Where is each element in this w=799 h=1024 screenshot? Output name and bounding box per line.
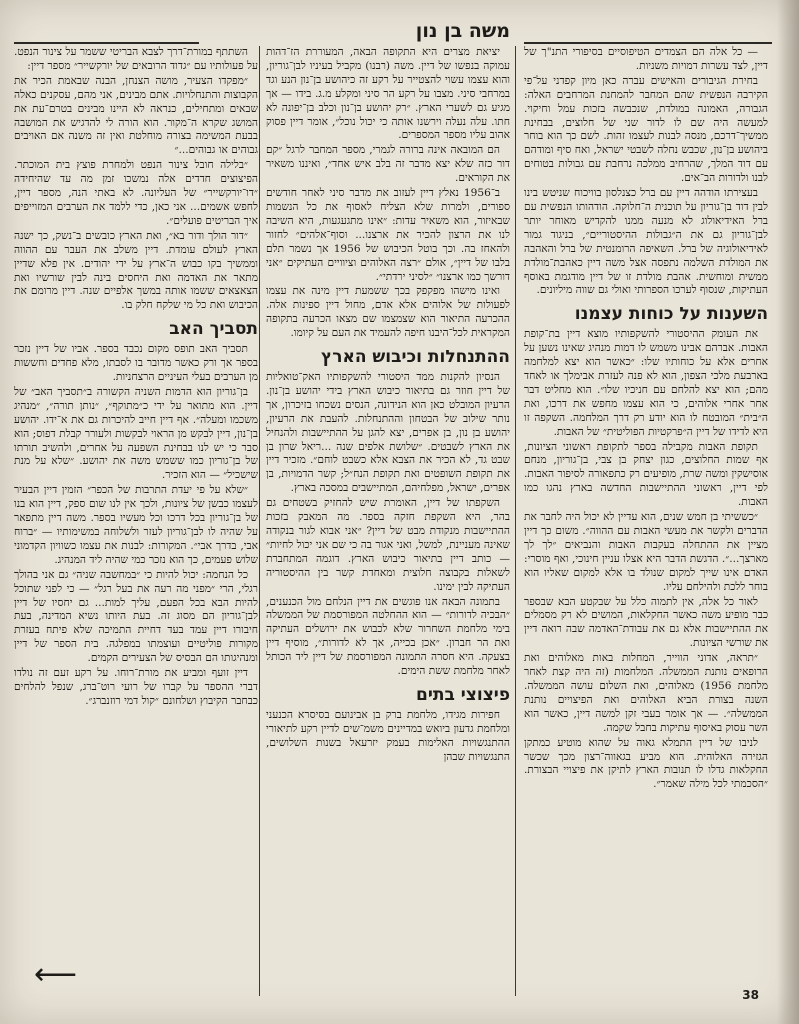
paragraph: תקופת האבות מקבילה בספר לתקופת ראשוני הציונות, אף שמות החלוצים, כגון יצחק בן צבי, בן־גוריון, מנחם אוסישקין ומשה שרת, מופיעים רק כתפאורה לסיפור האבות. לפי דיין, ראשוני ההתיישבות החדשה בארץ נהגו כמו האבות. bbox=[524, 440, 768, 509]
right-column bbox=[524, 46, 768, 1006]
top-rule-right bbox=[524, 42, 772, 44]
paragraph: השתתף במורת־דרך לצבא הבריטי ששמר על צינור הנפט. על פעולותיו עם ״גדוד הרובאים של יורקשייר״ מספר דיין: bbox=[14, 46, 258, 72]
section-heading-forces: השענות על כוחות עצמנו bbox=[574, 304, 768, 325]
section-heading-houses: פיצוצי בתים bbox=[416, 684, 510, 705]
paragraph: בעצירתו הודהה דיין עם ברל כצנלסון בוויכוח שניטש בינו לבין דוד בן־גוריון על תוכנית ה־חלוקה. הודהותו הנפשית עם ברל האידיאולוג לא מנעה ממנו להקדיש מאוחר יותר לבן־גוריון גם את ה״גבולות ההיסטוריים״, בניגוד גמור לאידיאולוגיה של ברל. השאיפה הרומנטית של ברל והאהבה את המולדת השלמה נתפסה אצל משה דיין כאהבת־מולדת ממשית ומוחשית. אהבת מולדת זו של דיין מודגמת באוסף העתיקות, שנסוף לערכו הספרותי ואולי גם שווה מיליונים. bbox=[524, 187, 768, 297]
left-column bbox=[14, 46, 258, 976]
paragraph: לניבו של דיין התמלא גאוה על שהוא מוטיע כמתקן הגזירה האלוהית. הוא מביע בגאווה־רצון מכך שכשר החקלאות גדלו לו תנובות הארץ לתיקן את פיצויי הבצורת. ״הסכמתי לכל מילה שאמר״. bbox=[524, 736, 768, 791]
paragraph: הם המובאה אינה ברורה לגמרי, מספר המחבר לרגל ״קם דור כזה שלא יצא מדבר זה בלב איש אחד״, ואיננו משאיר את הקוראים. bbox=[266, 144, 510, 185]
paragraph: את העומק ההיסטורי להשקפותיו מוצא דיין בת־קופת האבות. אברהם אבינו משמש לו דמות מנהיג שאינו נשען על אחרים אלא על כוחותיו שלו: ״כאשר הוא יצא למלחמה בארבעת מלכי הצפון, הוא לא פנה לעזרת אבימלך או לאחד מהם; הוא יצא להלחם עם חניכיו שלו״. הוא מחליט דבר אחר אחרי אלוהים, כי הוא עצמו מחפש את דרכו, ואת ה״בית״ המובטח לו הוא יודע רק דרך המלחמה. השקפה זו היא לדידו של דיין ה״פרקטיות הפוליטית״ של האבות. bbox=[524, 328, 768, 438]
spine-shadow bbox=[777, 0, 799, 1024]
column-divider-left bbox=[259, 46, 260, 996]
paragraph: השקפתו של דיין, האומרת שיש להחזיק בשטחים גם בהר, היא השקפת חזקה בספר. מה המאבק בזכות ההתיישבות מנקודת מבט של דיין? ״אני אבוא לגור בנקודה שאינה מעניינת, למשל, ואני אגור בה כי שם אני יכול לחיות״ — כותב דיין בתיאור כיבוש הארץ. דוגמה המתחברת לשאלות בקבוצה חלוצית ומאחדת קשר בין ההיסטוריה העתיקה לבין ימינו. bbox=[266, 497, 510, 593]
paragraph: — כל אלה הם הצמדים הטיפוסיים בסיפורי התנ"ך של דיין, לצד עשרות דמויות משניות. bbox=[524, 46, 768, 72]
paragraph: דיין זועף ומביע את מורת־רוחו. על רקע זעם זה נולדו דברי ההספד על קברו של רועי רוט־ברג, שנפל להלחים כבחבר הקיבוץ ושלחונם ״קול דמי רוזנברג״. bbox=[14, 667, 258, 707]
page-number: 38 bbox=[742, 988, 759, 1002]
continue-arrow-icon: ⟵ bbox=[34, 957, 78, 992]
section-heading-conquest: ההתנחלות וכיבוש הארץ bbox=[320, 347, 510, 368]
paragraph: בן־גוריון הוא הדמות השניה הקשורה ב״תסביך האב״ של דיין. הוא מתואר על ידי כ״מתוקף״, ״נותן תורה״, ״מנהיג משכמו ומעלה״. אף דיין חייב להיכרות גם את א־ידו. יהושע בן־נון, דיין לבקש מן הראוי לבקשות ולעורר קבלת דפוס; הוא סבר כי יש לנו בבחינת השפעה על אחרים, ולהשיב תורתו של בן־גוריון כמו ששמש משה את יהושע. ״שלא על מנת שישכיל״ — הוא הזכיר. bbox=[14, 385, 258, 482]
paragraph: ב־1956 נאלץ דיין לעזוב את מדבר סיני לאחר חודשים ספורים, ולמרות שלא הצליח לאסוף את כל הנשמות שבאיזור, הוא משאיר עדות: ״אינו מתגעגעות, היא השיבה לנו את הרצון להכיר את ארצנו... וסוף־אלהים״ לחזור ולהאחז בה. וכך בוטל הכיבוש של 1956 אך נשמר תלם בלבו של דיין״, אולם ״רצה האלוהים וציוויים העתיקים ״אני דורשך כמו ארצנו״ ״לסיני ירדתי״. bbox=[266, 187, 510, 283]
paragraph: ״בלילה חובל צינור הנפט ולמחרת פוצץ בית המוכתר. הפיצוצים חדדים אלה נמשכו זמן מה עד שהיחידה ״דו־יורקשייר״ של העליונה. לא באתי הנה, מספר דיין, לחפש אשמים... אני כאן, כדי ללמד את הערבים המזוייפים איך הבריטים פועלים״. bbox=[14, 159, 258, 227]
paragraph: ״מפקדו הצעיר, מושה הצנחן, הבנה שבאמת הכיר את הקבוצות והתנחלויות. אתם מבינים, אני מהם, עסקנים כאלה שבאים ומתחילים, כנראה לא היינו מבינים בטרם־עת את המושג שקרא ה־מקור. הוא הורה לי להדגיש את המושבה בבעת המשימה בצורה מוחלטת ואין זה משנה אם האויבים גבוהים או גבוהים...״ bbox=[14, 74, 258, 157]
paragraph: ״שלא על פי יעדת התרבות של הכפר״ הזמין דיין הבעיר לעצמו כבשן של ציונות, ולכך אין לנו שום ספק, דיין הוא בנו של בן־גוריון בכל דרכו וכל מעשיו בספר. משה דיין מתפאר על שהיה לו לבן־גוריון לעזר ולשלוחה במשימותיו — ״ברוח אבי, בדרך אבי״. המקורות: לבנות את עצמו כשוויון הקדמוני שלוש פעמים, כך הוא נזכר כמי שהיה ליד המנהיג. bbox=[14, 484, 258, 566]
column-divider-right bbox=[515, 46, 516, 996]
middle-column-title: משה בן נון bbox=[415, 20, 510, 42]
paragraph: כל הנחמה: יכול להיות כי ״במחשבה שניה״ גם אני בהולך רגלי, הרי ״מפני מה רעה את בעל רגל״ — כי לפני שתוכל להיות הבא בכל הפעם, עליך למות... גם יחסיו של דיין לבן־גוריון הם מסוג זה. בעת היותו נשיא המדינה, בעת חיבורו דיין עמד בעד דחיית התמיכה שלא פיתח בעזרת מקורות פוליטיים ועוצמתו במפלגה. בית הספר של דיין ומנהיגותו הם הבסיס של הצעירים הקמים. bbox=[14, 568, 258, 665]
paragraph: בחירת הגיבורים והאישים עברה כאן מיון קפדני על־פי הקירבה הנפשית שהם המחבר להמחנת המרחבים האלה: הגבורה, האמונה במולדת, שנכבשה בזכות עמל וחיקוי. למעשה היה שם לו לדור שני של חלוצים, בבחינת ממשיך־דרכם, מנסה לבנות לעצמו זהות. לשם כך הוא בוחר ביהושע בן־נון, שכבש נחלה לשבטי ישראל, ואח סיף ומודהם עם דוד המלך, שהרחיב ממלכה נרחבת עם גבולות בטוחים לבנו ולדורות הב־אים. bbox=[524, 74, 768, 185]
paragraph: תסביך האב תופס מקום נכבד בספר. אביו של דיין נזכר בספר אך ורק כאשר מדובר בו לסבתו, מלא פחדים וחששות מן הערבים בעלי העיניים הרצחניות. bbox=[14, 343, 258, 384]
paragraph: יציאת מצרים היא התקופה הבאה, המעוררת הז־דהות עמוקה בנפשו של דיין. משה (רבנו) מקביל בעיניו לבן־גוריון, והוא עצמו עשוי להצטייר על רקע זה כיהושע בן־נון הנע וגד במרחבי סיני. מצבו על רקע הר סיני ומקלע מ.ג. בידו — אך מגיע גם לשערי הארץ. ״רק יהושע בן־נון וכלב בן־יפונה לא חתו. עלה נעלה וירשנו אותה כי יכול נוכל״, אומר דיין פסוק אהוב עליו מספר המספרים. bbox=[266, 46, 510, 142]
paragraph: לאור כל אלה, אין לתמוה כלל על שבקטע הבא שבספר כבר מופיע משה כאשר החקלאות, המושים לא רק מסמלים את ההתיישבות אלא גם את עבודת־האדמה שבה רואה דיין את שורשי הציונות. bbox=[524, 595, 768, 650]
top-rule-left bbox=[14, 42, 199, 44]
paragraph: בתמונה הבאה אנו פוגשים את דיין הנלחם מול הכנענים, ״הבכיה לדורות״ — הוא ההחלטה המפורסמת של הממשלה בימי מלחמת השחרור שלא לכבוש את ירושלים העתיקה ואת הר חברון. ״אכן בכייה, אך לא לדורות״, מוסיף דיין בצעקה. היא חסרה התמונה המפורסמת של דיין ליד הכותל לאחר מלחמת ששת הימים. bbox=[266, 595, 510, 678]
paragraph: ״דור הולך ודור בא״, ואת הארץ כובשים ב־נשק, כך ישנה הארץ לעולם עומדת. דיין משלב את העבר עם ההווה וממשיך בקו כבוש ה־ארץ על ידי יהודים. אין פלא שדיין מתאר את האדמה ואת היחסים בינה לבין שורשיו ואת הצאצאים ששמו אותה במשך אלפיים שנה. דיין מרומם את הכיבוש ואת כל מי שלקח חלק בו. bbox=[14, 229, 258, 312]
paragraph: ״כששיתי בן חמש שנים, הוא עדיין לא יכול היה לחבר את הדברים ולקשר את מעשי האבות עם ההווה״. משום כך דיין מציין את ההתחלה בעקבות האבות והנביאים ״לך לך מארצך...״. הדגשת הדבר היא אצלו עניין חינוכי, ואף מוסרי: האדם אינו שייך למקום שנולד בו אלא למקום שאליו הוא בוחר ללכת ולהילחם עליו. bbox=[524, 511, 768, 593]
section-heading-father: תסביך האב bbox=[169, 319, 258, 340]
paragraph: חפירות מגידו, מלחמת ברק בן אבינועם בסיסרא הכנעני ומלחמת גדעון ביואש במדיינים משמ־שים לדיין רקע לתיאורי ההתנגשויות האלימות בעמק יזרעאל בשנות השלושים, התנגשויות שבהן bbox=[266, 708, 510, 763]
middle-column bbox=[266, 46, 510, 1006]
paragraph: הנסיון להקנות ממד היסטורי להשקפותיו האק־טואליות של דיין חוזר גם בתיאור כיבוש הארץ בידי יהושע בן־נון. הרעיון המובלט כאן הוא הנידונה, הנסים נשכחו בזיכרון, אך נותר שילוב של הבטחון וההתנחלות. להעבת את הרעיון, יהושע בן נון, בן אפרים, יצא להגן על ההתיישבות ולהנחיל את הארץ לשבטים. ״שלושת אלפים שנה ...ריאל שרון בן שבט גד, לא הכיר את הצבא אלא כשבט לוחם״. מזכיר דיין את תקופת השופטים ואת תקופת הנח״ל; קשר הדמויות, בן אפרים, ישראל, מפלחיהם, המתיישבים במסכה בארץ. bbox=[266, 371, 510, 495]
paragraph: ״תראה, אדוני הווייר, המחלות באות מאלוהים ואת הרופאים נותנת הממשלה. המלחמות (זה היה קצת לאחר מלחמת 1956) מאלוהים, ואת השלום עושה הממשלה. השנה בצורת הביא האלוהים ואת הפיצויים נותנת הממשלה״. — אך אומר בעבי זקן למשה דיין, כאשר הוא השר עסוק באיסוף עתיקות בחבל שקמה. bbox=[524, 652, 768, 734]
paragraph: ואינו מישהו מפקפק בכך ששמעת דיין מינה את עצמו לפעולות של אלוהים אלא אדם, מחול דיין ספינות אלה. ההכרעה התיאור הוא שצמצמו שם מצאו הכרעה בתקופה המקראית לכל־היבנו חיפה להעמיד את העם על קיומו. bbox=[266, 285, 510, 340]
